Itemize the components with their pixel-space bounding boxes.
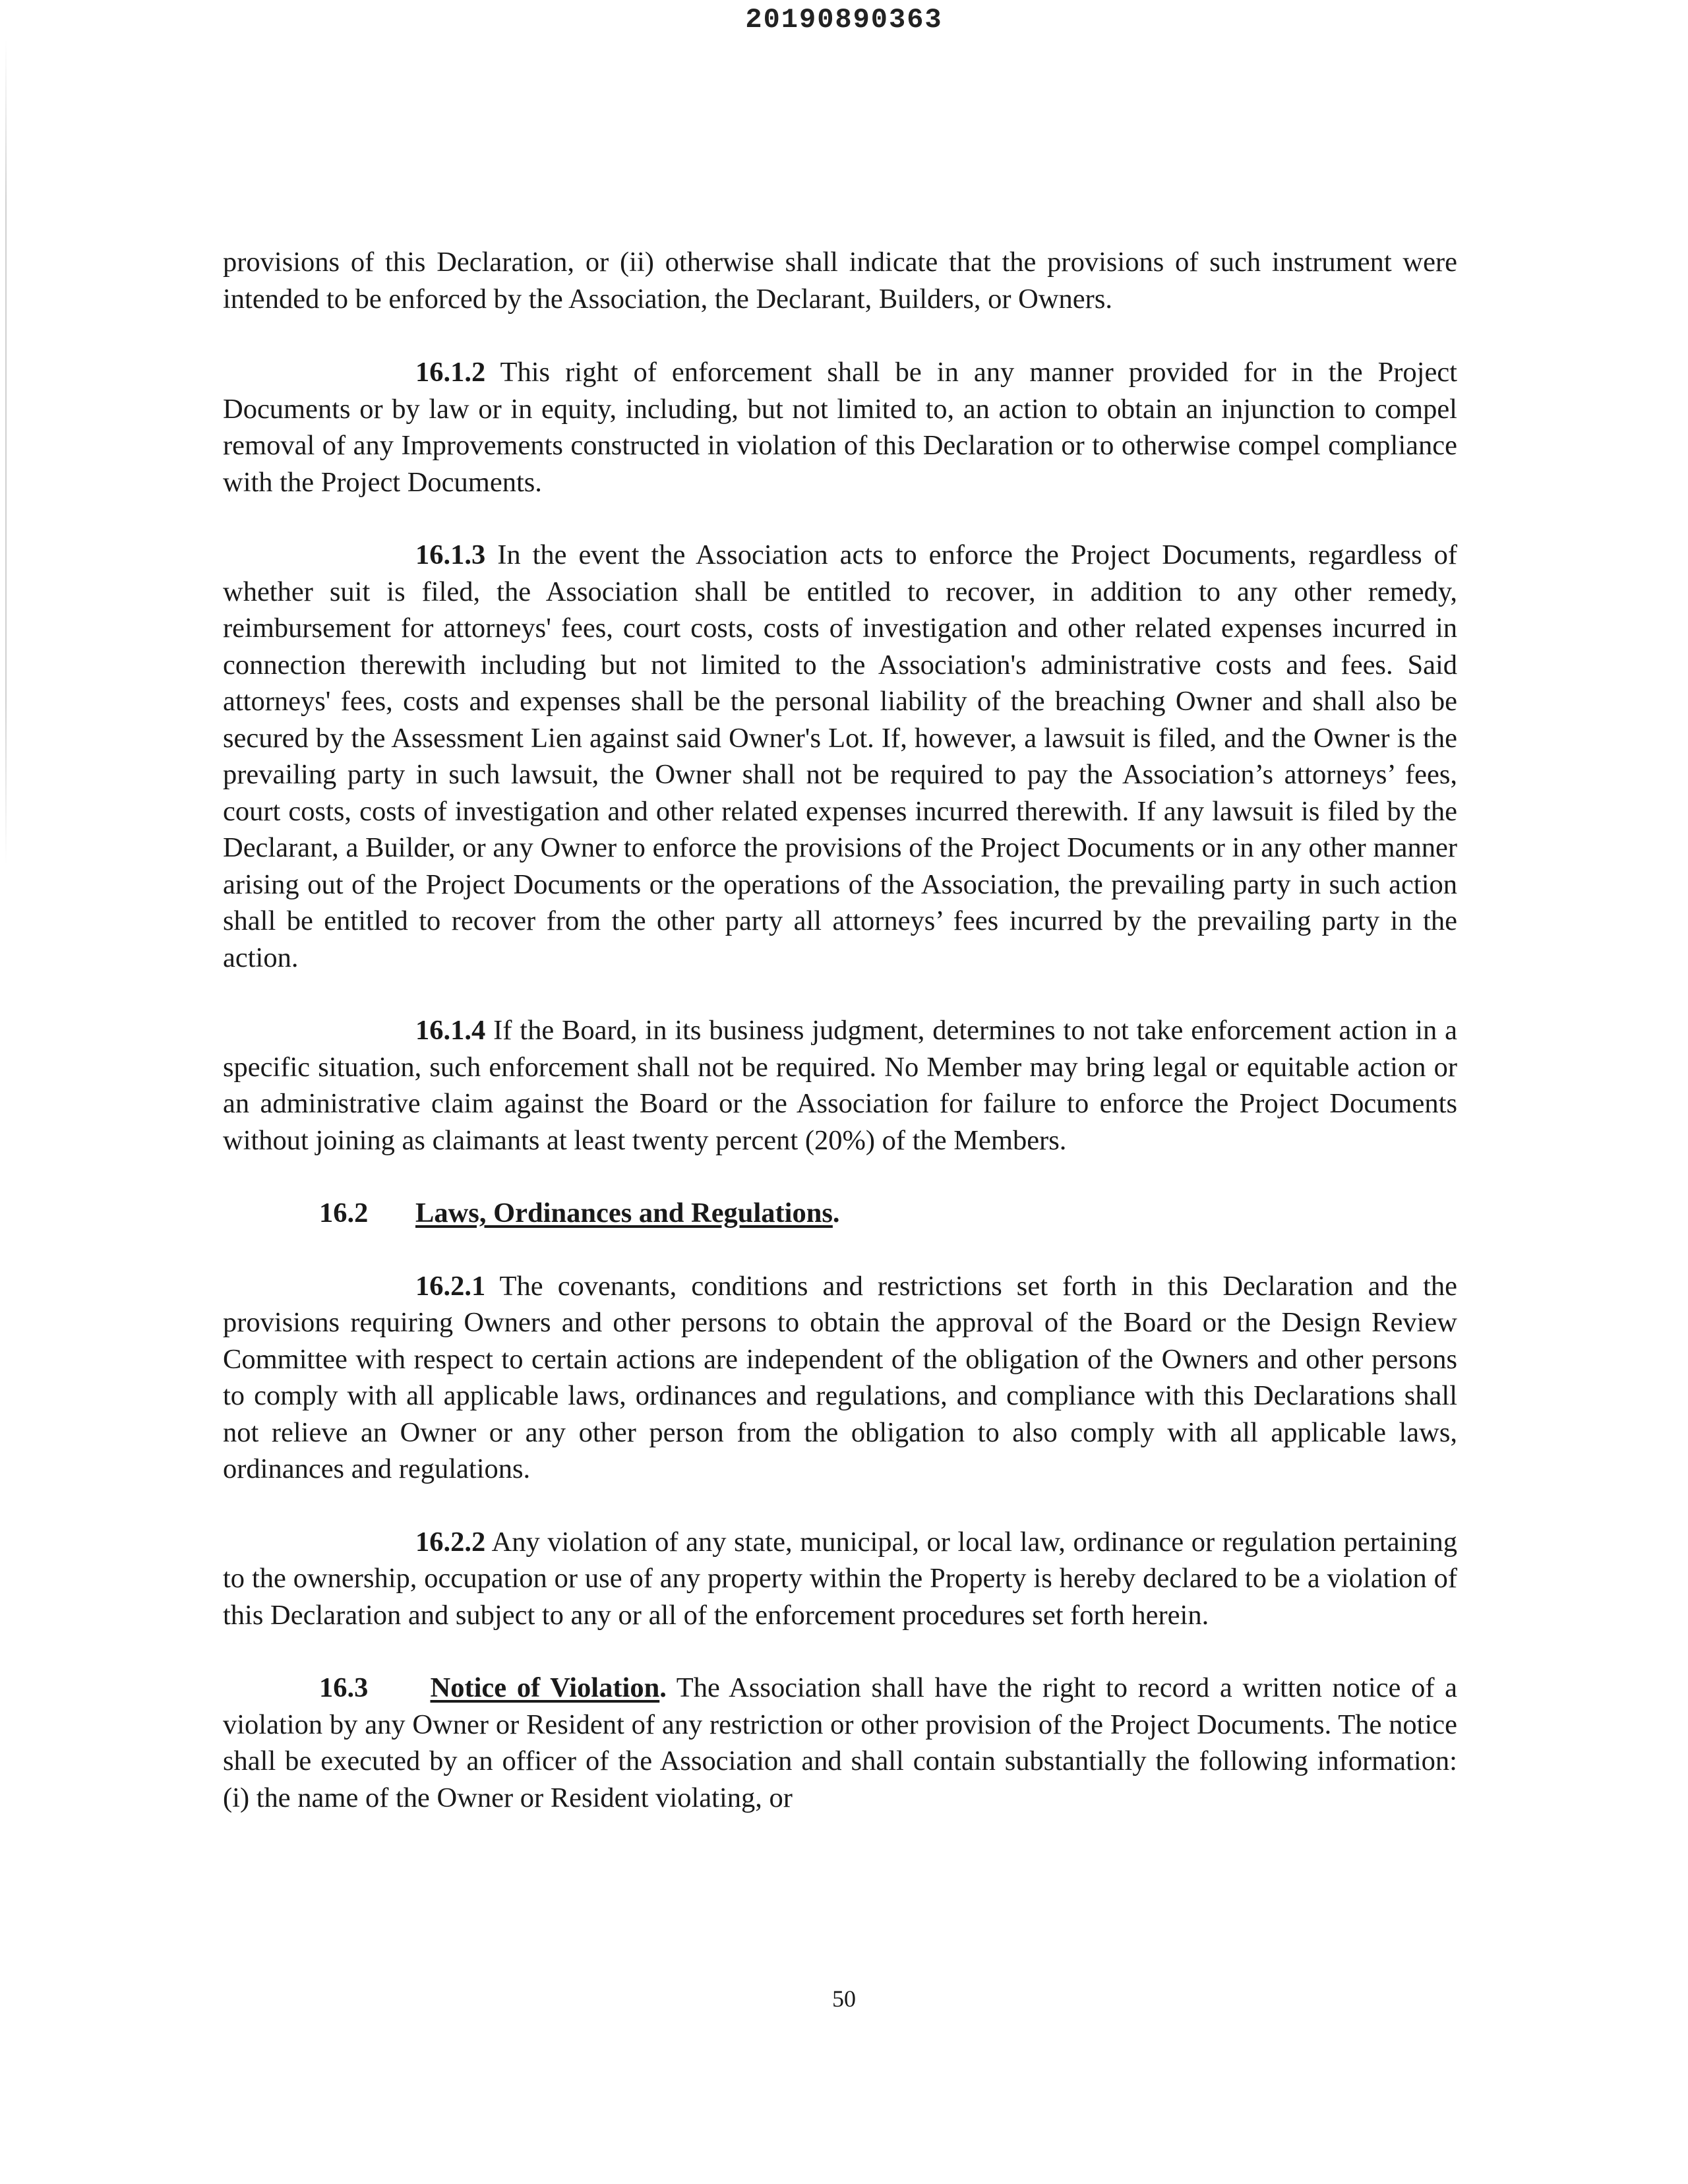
paragraph-intro: provisions of this Declaration, or (ii) otherwise shall indicate that the provisions of such instrument were intended to be enforced by the Association, the Declarant, Builders, or Owners. [223,247,1457,315]
paragraph-16-2-1 [223,1268,1457,1488]
scan-edge-line [5,40,7,864]
paragraph-16-1-4 [223,1012,1457,1159]
paragraph-16-1-2 [223,354,1457,501]
paragraph-16-3-text: The Association shall have the right to record a written notice of a violation by any Owner or Resident of any restriction or other provision of the Project Documents. The notice shall be executed by an officer of the Association and shall contain substantially the following information: (i) the name of the Owner or Resident violating, or [223,1672,1458,1813]
section-number-16-1-2: 16.1.2 [415,357,486,388]
section-heading-16-2 [223,1195,1457,1232]
section-number-16-2-1: 16.2.1 [415,1270,486,1302]
paragraph-16-1-3 [223,537,1457,976]
paragraph-16-2-2-text: Any violation of any state, municipal, or local law, ordinance or regulation pertaining to the ownership, occupation or use of any property within the Property is hereby declared to be a violation of this Declaration and subject to any or all of the enforcement procedures set forth herein. [223,1526,1457,1631]
paragraph-16-3 [223,1670,1457,1816]
document-body [223,244,1457,1852]
section-title-16-3: Notice of Violation [430,1672,660,1703]
section-title-16-2: Laws, Ordinances and Regulations [415,1198,833,1228]
section-title-16-3-period: . [659,1672,667,1703]
section-number-16-2-2: 16.2.2 [415,1526,486,1558]
section-number-16-2: 16.2 [319,1198,369,1228]
paragraph-16-1-4-text: If the Board, in its business judgment, determines to not take enforcement action in a specific situation, such enforcement shall not be required. No Member may bring legal or equitable action or an administrative claim against the Board or the Association for failure to enforce the Project Documents without joining as claimants at least twenty percent (20%) of the Members. [223,1015,1457,1156]
paragraph-16-2-1-text: The covenants, conditions and restrictions set forth in this Declaration and the provisions requiring Owners and other persons to obtain the approval of the Board or the Design Review Committee with respect to certain actions are independent of the obligation of the Owners and other persons to comply with all applicable laws, ordinances and regulations, and compliance with this Declarations shall not relieve an Owner or any other person from the obligation to also comply with all applicable laws, ordinances and regulations. [223,1270,1457,1484]
section-number-16-3: 16.3 [319,1672,369,1703]
section-title-16-2-period: . [832,1198,840,1228]
section-number-16-1-3: 16.1.3 [415,539,486,570]
document-number: 20190890363 [745,4,943,36]
paragraph-16-1-2-text: This right of enforcement shall be in any manner provided for in the Project Documents or by law or in equity, including, but not limited to, an action to obtain an injunction to compel removal of any Improvements constructed in violation of this Declaration or to otherwise compel compliance with the Project Documents. [223,357,1457,498]
page-number: 50 [832,1986,856,2012]
paragraph-16-1-3-text: In the event the Association acts to enforce the Project Documents, regardless of whether suit is filed, the Association shall be entitled to recover, in addition to any other remedy, reimbursement for attorneys' fees, court costs, costs of investigation and other related expenses incurred in connection therewith including but not limited to the Association's administrative costs and fees. Said attorneys' fees, costs and expenses shall be the personal liability of the breaching Owner and shall also be secured by the Assessment Lien against said Owner's Lot. If, however, a lawsuit is filed, and the Owner is the prevailing party in such lawsuit, the Owner shall not be required to pay the Association’s attorneys’ fees, court costs, costs of investigation and other related expenses incurred therewith. If any lawsuit is filed by the Declarant, a Builder, or any Owner to enforce the provisions of the Project Documents or in any other manner arising out of the Project Documents or the operations of the Association, the prevailing party in such action shall be entitled to recover from the other party all attorneys’ fees incurred by the prevailing party in the action. [223,539,1457,973]
paragraph-16-2-2 [223,1524,1457,1634]
section-number-16-1-4: 16.1.4 [415,1015,486,1046]
